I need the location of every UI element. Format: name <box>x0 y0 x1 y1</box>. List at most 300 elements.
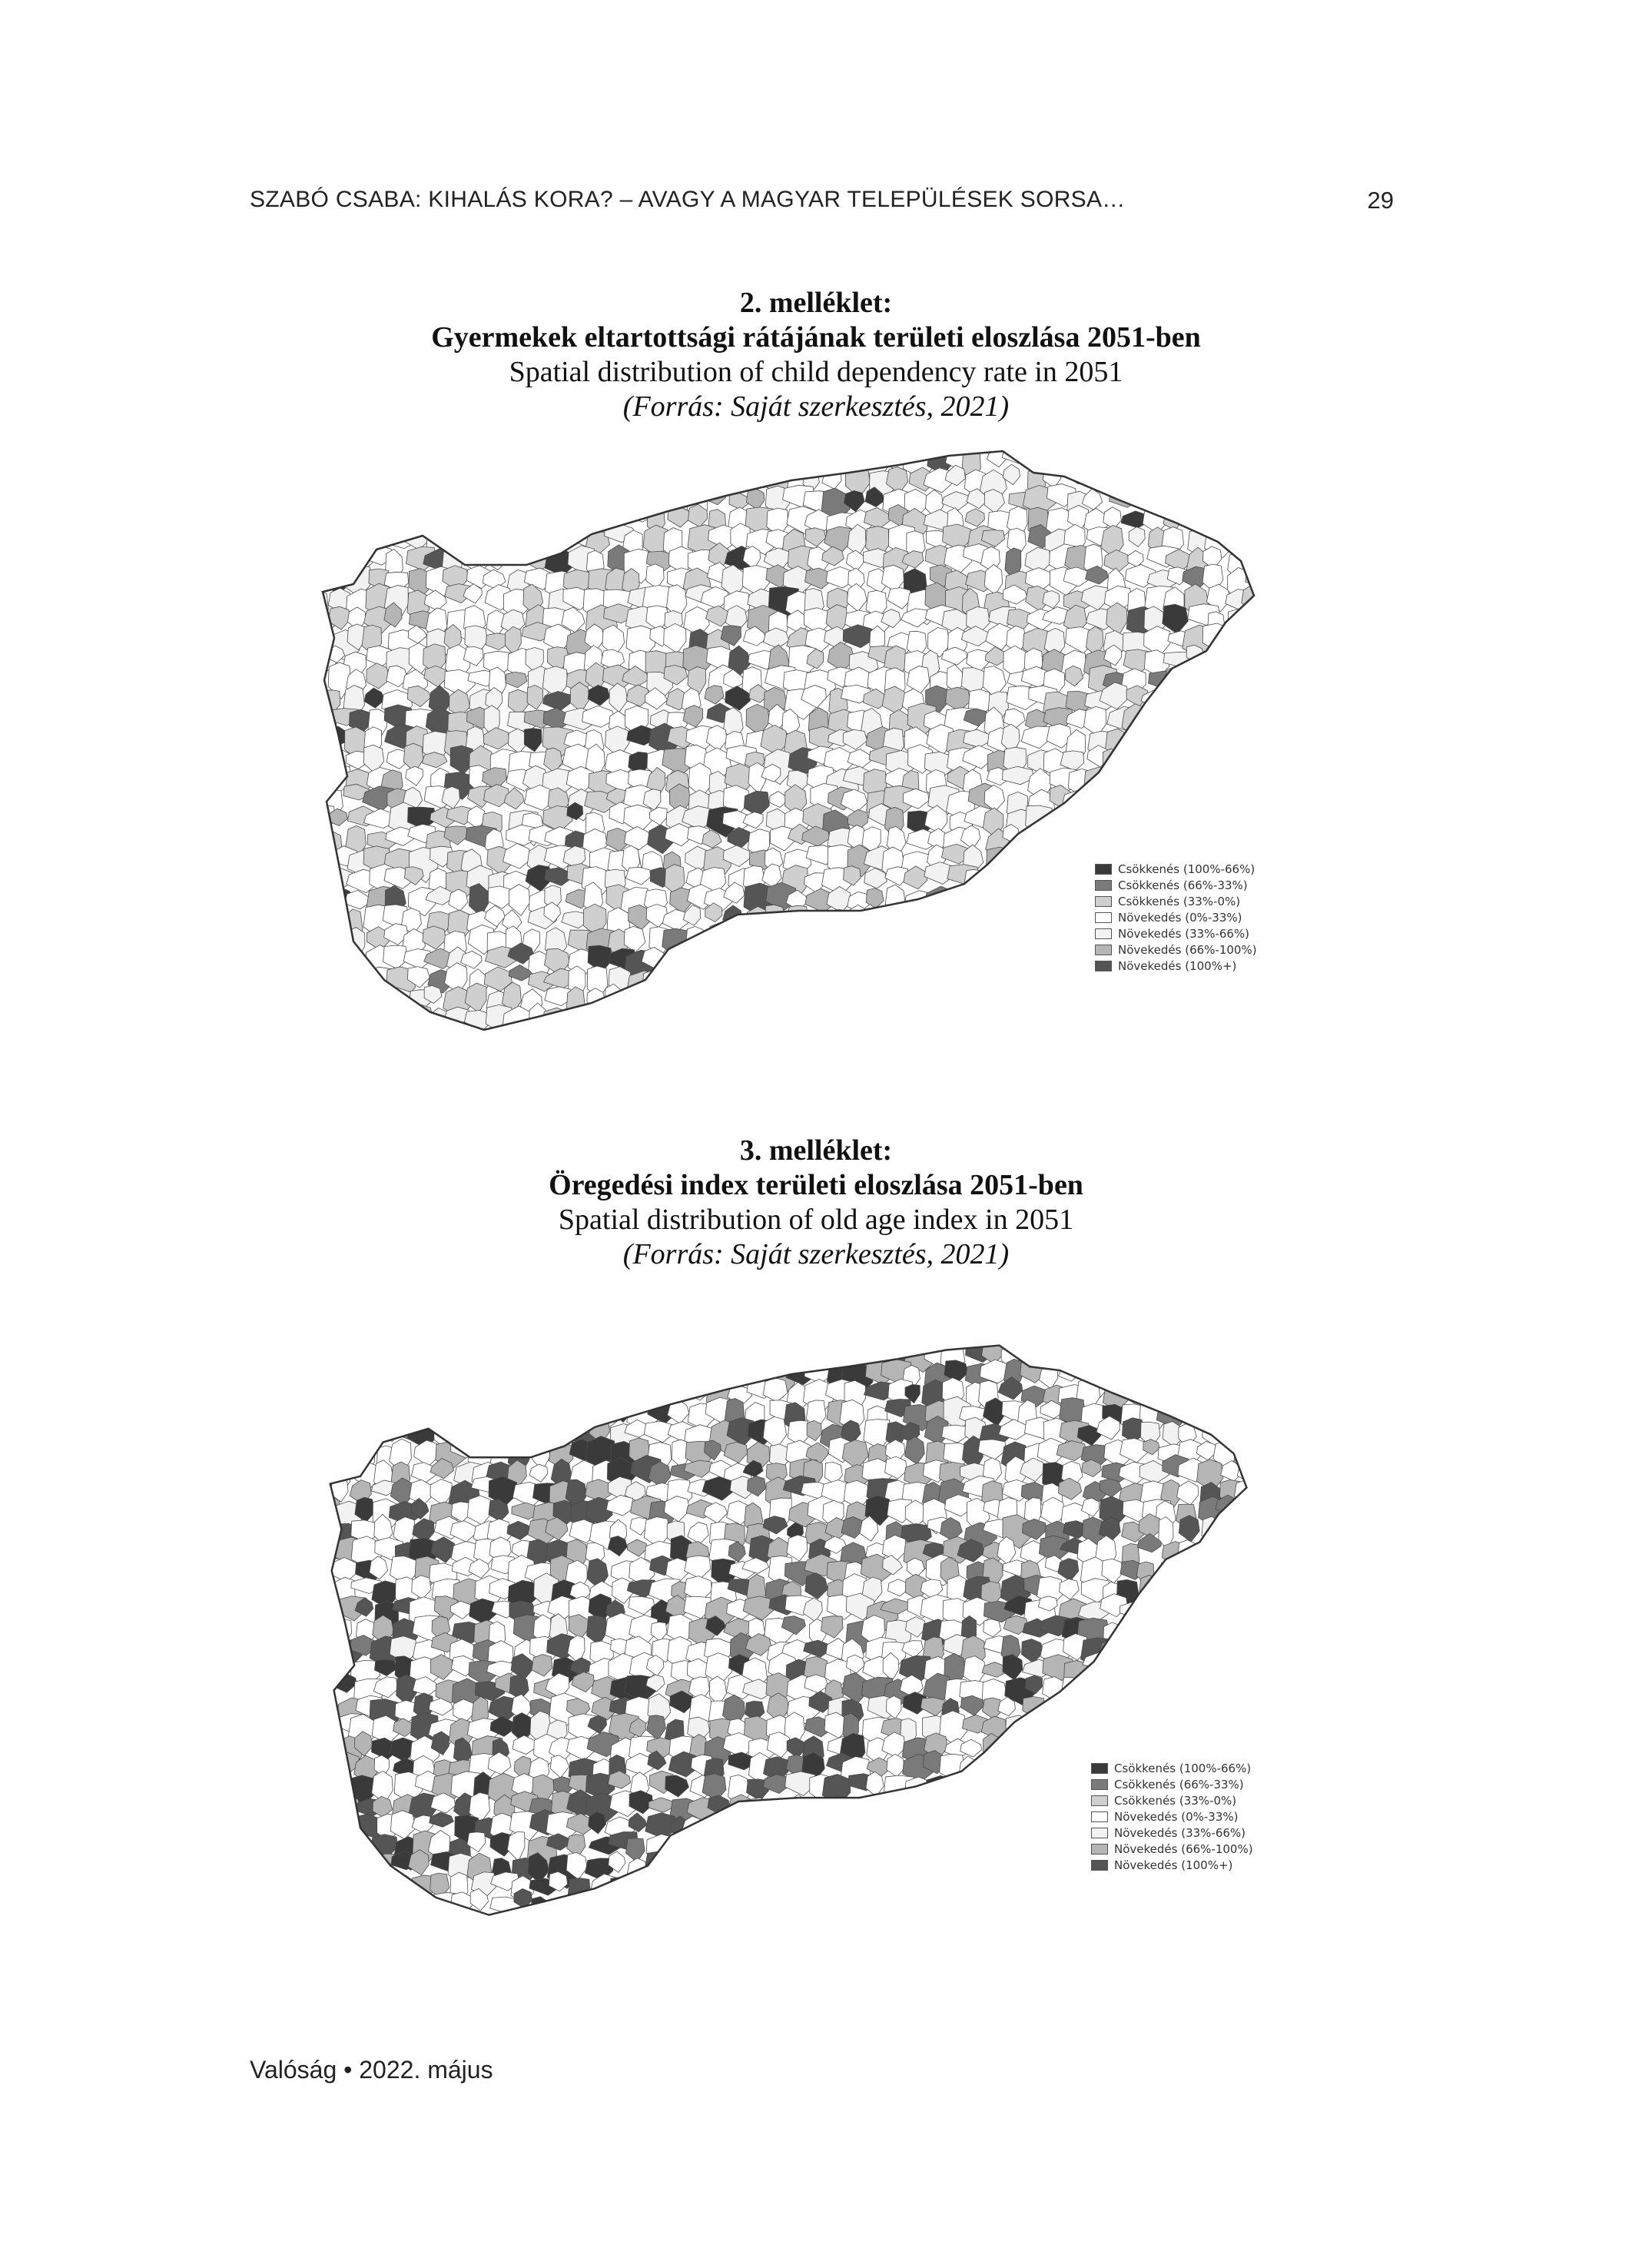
municipality-cell <box>1182 1581 1200 1611</box>
municipality-cell <box>1200 1380 1232 1402</box>
municipality-cell <box>941 1775 974 1799</box>
municipality-cell <box>926 988 954 1013</box>
municipality-cell <box>943 970 962 996</box>
municipality-cell <box>744 965 778 991</box>
municipality-cell <box>944 892 968 926</box>
municipality-cell <box>1026 805 1053 837</box>
municipality-cell <box>1186 789 1206 818</box>
municipality-cell <box>1005 851 1036 875</box>
municipality-cell <box>1147 484 1178 517</box>
municipality-cell <box>1064 1736 1086 1765</box>
municipality-cell <box>391 1359 408 1390</box>
municipality-cell <box>905 968 935 991</box>
municipality-cell <box>449 1401 477 1423</box>
municipality-cell <box>472 1366 490 1394</box>
municipality-cell <box>1255 1655 1268 1673</box>
municipality-cell <box>1216 1618 1244 1640</box>
municipality-cell <box>804 1340 834 1360</box>
municipality-cell <box>489 1420 509 1440</box>
municipality-cell <box>309 846 336 875</box>
municipality-cell <box>703 1836 725 1858</box>
municipality-cell <box>1066 809 1085 838</box>
municipality-cell <box>1106 603 1127 635</box>
municipality-cell <box>493 1381 524 1403</box>
municipality-cell <box>1039 1811 1063 1835</box>
municipality-cell <box>788 1795 808 1825</box>
municipality-cell <box>1020 1876 1043 1910</box>
municipality-cell <box>1168 830 1185 851</box>
municipality-cell <box>1063 1850 1083 1881</box>
municipality-cell <box>764 1008 781 1028</box>
municipality-cell <box>1268 825 1275 853</box>
municipality-cell <box>981 985 1002 1016</box>
municipality-cell <box>628 1363 661 1391</box>
municipality-cell <box>1197 1639 1219 1662</box>
legend-label: Növekedés (33%-66%) <box>1114 1825 1246 1840</box>
municipality-cell <box>705 951 726 976</box>
municipality-cell <box>368 1383 398 1407</box>
municipality-cell <box>1157 1894 1183 1917</box>
municipality-cell <box>1264 888 1275 917</box>
municipality-cell <box>727 1365 755 1385</box>
municipality-cell <box>503 509 526 533</box>
municipality-cell <box>449 889 468 911</box>
municipality-cell <box>503 526 524 559</box>
municipality-cell <box>606 1024 630 1041</box>
municipality-cell <box>670 450 691 468</box>
municipality-cell <box>770 945 801 968</box>
municipality-cell <box>1023 965 1054 993</box>
municipality-cell <box>323 510 346 534</box>
municipality-cell <box>307 592 329 623</box>
municipality-cell <box>1162 1615 1186 1645</box>
municipality-cell <box>1044 988 1075 1011</box>
municipality-cell <box>707 987 736 1010</box>
municipality-cell <box>393 1385 413 1415</box>
municipality-cell <box>783 1340 814 1366</box>
municipality-cell <box>1218 1396 1248 1428</box>
municipality-cell <box>315 1911 330 1933</box>
municipality-cell <box>1027 923 1054 955</box>
municipality-cell <box>1063 846 1092 878</box>
municipality-cell <box>623 450 647 471</box>
municipality-cell <box>373 1345 406 1362</box>
municipality-cell <box>531 1381 550 1404</box>
municipality-cell <box>979 1911 1000 1933</box>
municipality-cell <box>1253 1499 1268 1523</box>
municipality-cell <box>353 1360 375 1387</box>
municipality-cell <box>383 507 413 541</box>
municipality-cell <box>486 1363 514 1383</box>
municipality-cell <box>783 923 800 951</box>
municipality-cell <box>430 1378 452 1400</box>
municipality-cell <box>960 1817 985 1845</box>
municipality-cell <box>664 991 690 1012</box>
municipality-cell <box>787 1535 808 1561</box>
municipality-cell <box>423 926 446 949</box>
municipality-cell <box>926 1775 957 1802</box>
municipality-cell <box>307 952 338 978</box>
municipality-cell <box>1235 1619 1256 1642</box>
municipality-cell <box>1261 1578 1268 1606</box>
municipality-cell <box>764 1339 797 1369</box>
municipality-cell <box>549 1400 582 1433</box>
municipality-cell <box>1010 906 1032 929</box>
municipality-cell <box>969 971 992 1000</box>
municipality-cell <box>981 1811 1000 1839</box>
municipality-cell <box>372 1891 396 1917</box>
municipality-cell <box>1156 1694 1183 1724</box>
municipality-cell <box>747 1817 772 1841</box>
municipality-cell <box>588 1006 613 1029</box>
municipality-cell <box>1120 1714 1147 1735</box>
municipality-cell <box>1042 850 1073 881</box>
municipality-cell <box>904 1011 930 1039</box>
municipality-cell <box>1146 744 1169 765</box>
municipality-cell <box>985 926 1011 953</box>
municipality-cell <box>1090 829 1121 852</box>
municipality-cell <box>681 965 706 988</box>
municipality-cell <box>1255 1483 1268 1506</box>
municipality-cell <box>761 928 778 959</box>
municipality-cell <box>1262 590 1275 613</box>
municipality-cell <box>1269 547 1276 568</box>
municipality-cell <box>984 968 1003 990</box>
municipality-cell <box>315 1660 339 1678</box>
municipality-cell <box>1144 764 1163 791</box>
municipality-cell <box>966 1770 993 1798</box>
legend-item <box>1091 1808 1253 1825</box>
municipality-cell <box>1260 1850 1268 1877</box>
municipality-cell <box>1159 1341 1192 1372</box>
figure-2-source: (Forrás: Saját szerkesztés, 2021) <box>622 390 1010 423</box>
municipality-cell <box>1099 1716 1117 1738</box>
municipality-cell <box>1260 1639 1268 1666</box>
municipality-cell <box>315 1714 327 1737</box>
municipality-cell <box>310 488 328 503</box>
municipality-cell <box>1082 786 1115 807</box>
municipality-cell <box>828 931 859 956</box>
municipality-cell <box>1158 1377 1184 1401</box>
municipality-cell <box>1042 450 1076 477</box>
municipality-cell <box>1041 1774 1062 1799</box>
municipality-cell <box>592 1378 625 1411</box>
municipality-cell <box>685 1556 711 1579</box>
municipality-cell <box>986 943 1016 976</box>
municipality-cell <box>427 483 460 517</box>
municipality-cell <box>941 908 959 932</box>
municipality-cell <box>355 1893 374 1925</box>
municipality-cell <box>788 950 811 971</box>
municipality-cell <box>509 467 540 488</box>
municipality-cell <box>526 504 554 526</box>
municipality-cell <box>669 1347 702 1370</box>
municipality-cell <box>664 623 686 653</box>
municipality-cell <box>582 503 615 523</box>
municipality-cell <box>315 1754 339 1774</box>
municipality-cell <box>1257 1557 1268 1586</box>
municipality-cell <box>1082 1026 1104 1041</box>
municipality-cell <box>901 1910 923 1933</box>
municipality-cell <box>1246 1008 1269 1030</box>
municipality-cell <box>1163 804 1199 832</box>
legend-item <box>1091 1857 1253 1873</box>
municipality-cell <box>1222 827 1250 862</box>
municipality-cell <box>1179 1875 1208 1898</box>
municipality-cell <box>407 492 433 510</box>
municipality-cell <box>1021 726 1050 749</box>
legend-swatch <box>1095 912 1112 923</box>
municipality-cell <box>1004 984 1037 1011</box>
municipality-cell <box>622 1007 652 1034</box>
municipality-cell <box>1022 1757 1040 1776</box>
municipality-cell <box>1003 945 1030 968</box>
municipality-cell <box>705 1896 724 1918</box>
municipality-cell <box>1209 507 1226 530</box>
municipality-cell <box>331 1380 360 1400</box>
municipality-cell <box>764 1818 795 1847</box>
municipality-cell <box>322 905 343 931</box>
municipality-cell <box>569 1010 588 1035</box>
municipality-cell <box>1117 1652 1138 1681</box>
municipality-cell <box>1060 1915 1083 1933</box>
municipality-cell <box>1238 1544 1262 1572</box>
municipality-cell <box>1240 1419 1267 1450</box>
municipality-cell <box>1119 1695 1137 1718</box>
municipality-cell <box>770 1909 798 1928</box>
municipality-cell <box>377 1403 392 1434</box>
municipality-cell <box>845 925 869 958</box>
municipality-cell <box>1060 1697 1092 1724</box>
municipality-cell <box>843 1872 871 1892</box>
municipality-cell <box>1203 663 1232 695</box>
municipality-cell <box>921 1895 952 1918</box>
municipality-cell <box>746 1831 777 1855</box>
municipality-cell <box>1121 1735 1145 1755</box>
municipality-cell <box>1166 769 1192 801</box>
municipality-cell <box>446 466 475 500</box>
municipality-cell <box>1257 1539 1268 1571</box>
municipality-cell <box>485 1030 509 1041</box>
municipality-cell <box>412 1380 434 1407</box>
municipality-cell <box>1000 1911 1021 1931</box>
municipality-cell <box>1183 671 1213 692</box>
municipality-cell <box>1202 689 1223 719</box>
municipality-cell <box>1066 666 1083 686</box>
municipality-cell <box>940 1875 963 1900</box>
municipality-cell <box>1221 647 1254 668</box>
municipality-cell <box>592 1916 618 1933</box>
municipality-cell <box>331 1876 352 1904</box>
municipality-cell <box>925 909 950 938</box>
municipality-cell <box>1129 527 1145 547</box>
municipality-cell <box>1003 1655 1023 1680</box>
municipality-cell <box>1238 1380 1256 1405</box>
municipality-cell <box>947 1030 975 1041</box>
municipality-cell <box>1227 771 1247 795</box>
municipality-cell <box>900 1833 930 1858</box>
municipality-cell <box>527 686 542 710</box>
legend-swatch <box>1091 1779 1108 1790</box>
municipality-cell <box>1260 1757 1268 1775</box>
municipality-cell <box>668 1894 694 1917</box>
municipality-cell <box>307 470 337 503</box>
municipality-cell <box>727 1913 760 1933</box>
municipality-cell <box>1164 724 1186 753</box>
legend-label: Csökkenés (100%-66%) <box>1114 1761 1252 1775</box>
legend-label: Növekedés (100%+) <box>1118 958 1237 973</box>
municipality-cell <box>1025 1010 1049 1041</box>
municipality-cell <box>363 985 386 1013</box>
municipality-cell <box>703 1855 732 1873</box>
municipality-cell <box>1268 908 1275 940</box>
municipality-cell <box>317 1738 332 1756</box>
municipality-cell <box>1263 849 1275 883</box>
municipality-cell <box>1060 1579 1080 1599</box>
municipality-cell <box>410 1343 443 1367</box>
municipality-cell <box>924 945 950 978</box>
municipality-cell <box>804 1798 827 1829</box>
legend-label: Növekedés (66%-100%) <box>1118 942 1257 957</box>
municipality-cell <box>373 1363 405 1384</box>
municipality-cell <box>966 1005 983 1025</box>
municipality-cell <box>1176 1892 1208 1916</box>
municipality-cell <box>1147 787 1172 809</box>
municipality-cell <box>1103 830 1127 858</box>
municipality-cell <box>624 827 651 850</box>
municipality-cell <box>649 1914 668 1933</box>
municipality-cell <box>347 970 370 990</box>
municipality-cell <box>1088 812 1105 841</box>
municipality-cell <box>403 1024 419 1041</box>
municipality-cell <box>982 1831 1010 1859</box>
municipality-cell <box>842 1815 874 1845</box>
municipality-cell <box>1200 1889 1221 1915</box>
municipality-cell <box>491 1396 510 1426</box>
legend-swatch <box>1095 880 1112 891</box>
municipality-cell <box>315 1423 340 1441</box>
municipality-cell <box>1080 1917 1106 1933</box>
municipality-cell <box>343 526 366 554</box>
municipality-cell <box>1109 809 1139 838</box>
municipality-cell <box>546 503 571 523</box>
municipality-cell <box>363 1023 393 1041</box>
municipality-cell <box>412 1815 433 1834</box>
municipality-cell <box>1146 729 1169 755</box>
municipality-cell <box>705 686 724 704</box>
figure-3-title-en: Spatial distribution of old age index in 2051 <box>558 1204 1074 1236</box>
municipality-cell <box>1241 752 1263 782</box>
municipality-cell <box>824 526 852 553</box>
municipality-cell <box>1234 1523 1253 1550</box>
municipality-cell <box>961 1795 991 1826</box>
municipality-cell <box>472 1347 496 1374</box>
municipality-cell <box>1222 665 1249 696</box>
municipality-cell <box>1226 486 1249 510</box>
municipality-cell <box>726 1346 749 1374</box>
municipality-cell <box>1047 810 1071 839</box>
municipality-cell <box>1225 724 1247 752</box>
municipality-cell <box>630 1914 650 1933</box>
municipality-cell <box>627 990 647 1015</box>
municipality-cell <box>648 1874 679 1908</box>
municipality-cell <box>1241 1914 1268 1933</box>
municipality-cell <box>1027 1029 1046 1041</box>
municipality-cell <box>629 1893 654 1916</box>
municipality-cell <box>1265 1010 1275 1041</box>
municipality-cell <box>1118 1357 1144 1385</box>
municipality-cell <box>564 486 590 506</box>
municipality-cell <box>608 450 639 463</box>
municipality-cell <box>405 466 433 487</box>
municipality-cell <box>961 1870 990 1896</box>
municipality-cell <box>1203 825 1225 855</box>
municipality-cell <box>471 1418 502 1436</box>
municipality-cell <box>1059 1344 1077 1373</box>
municipality-cell <box>924 1911 950 1933</box>
municipality-cell <box>1199 1677 1224 1708</box>
municipality-cell <box>347 450 368 472</box>
municipality-cell <box>1043 969 1073 995</box>
municipality-cell <box>1240 730 1270 749</box>
municipality-cell <box>1106 452 1127 481</box>
municipality-cell <box>927 1831 957 1851</box>
municipality-cell <box>748 762 766 793</box>
municipality-cell <box>386 450 419 476</box>
municipality-cell <box>787 1911 804 1929</box>
municipality-cell <box>981 1008 1003 1033</box>
municipality-cell <box>1135 1620 1169 1642</box>
municipality-cell <box>1204 769 1228 799</box>
municipality-cell <box>409 1400 436 1433</box>
municipality-cell <box>805 1573 828 1599</box>
municipality-cell <box>586 472 612 502</box>
municipality-cell <box>1163 466 1193 495</box>
municipality-cell <box>337 1421 369 1446</box>
municipality-cell <box>1219 1635 1252 1659</box>
municipality-cell <box>307 566 337 592</box>
municipality-cell <box>352 1915 381 1933</box>
municipality-cell <box>1066 1024 1100 1041</box>
municipality-cell <box>1003 1895 1022 1914</box>
municipality-cell <box>1218 1659 1241 1679</box>
municipality-cell <box>705 486 726 505</box>
municipality-cell <box>961 1695 984 1715</box>
municipality-cell <box>1169 709 1195 729</box>
municipality-cell <box>1186 689 1213 719</box>
municipality-cell <box>1188 450 1216 467</box>
municipality-cell <box>307 988 323 1009</box>
municipality-cell <box>1236 1577 1260 1598</box>
municipality-cell <box>1243 707 1275 738</box>
municipality-cell <box>1043 905 1067 922</box>
municipality-cell <box>307 745 327 772</box>
municipality-cell <box>725 1818 752 1845</box>
legend-label: Csökkenés (33%-0%) <box>1114 1793 1237 1808</box>
municipality-cell <box>822 469 841 489</box>
municipality-cell <box>1084 971 1110 996</box>
municipality-cell <box>347 987 366 1009</box>
municipality-cell <box>729 950 750 972</box>
municipality-cell <box>787 905 808 931</box>
municipality-cell <box>1063 1894 1095 1915</box>
municipality-cell <box>1185 724 1216 751</box>
municipality-cell <box>964 928 994 956</box>
municipality-cell <box>1125 829 1157 852</box>
municipality-cell <box>822 1916 855 1933</box>
municipality-cell <box>1177 1715 1197 1747</box>
municipality-cell <box>606 489 627 513</box>
